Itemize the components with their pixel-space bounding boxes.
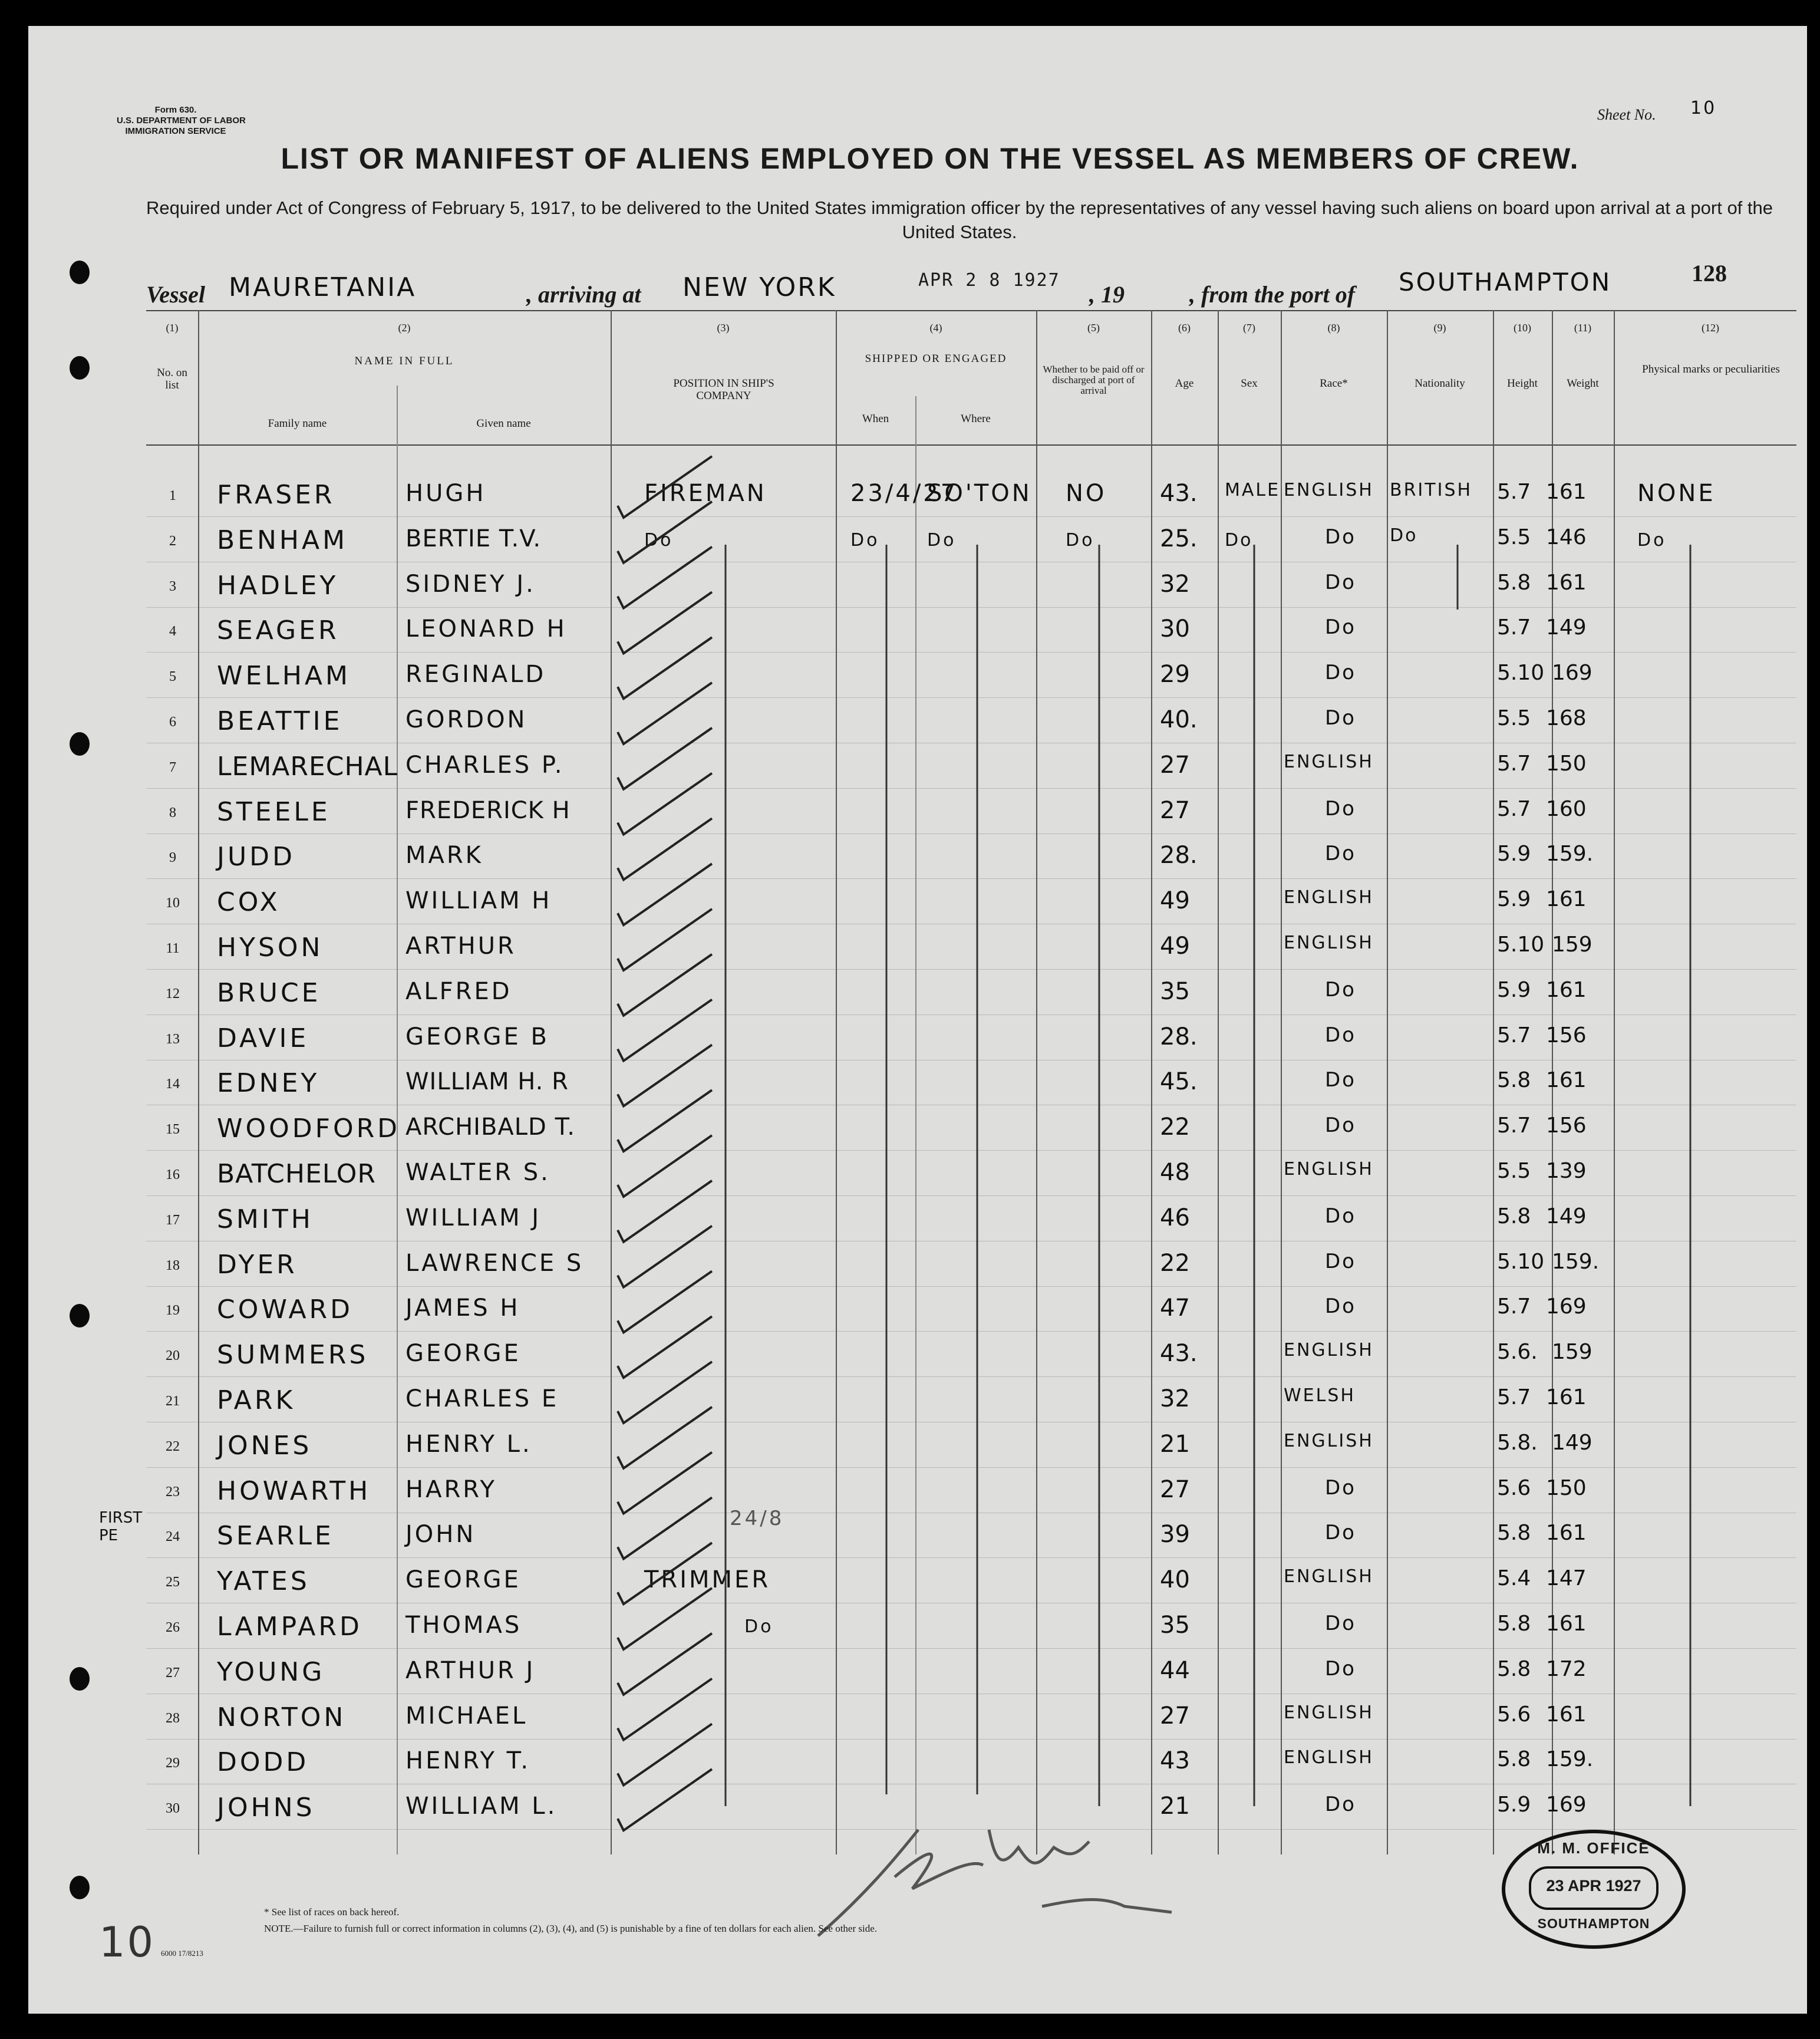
row-weight: 159 [1552,933,1592,957]
row-number: 5 [169,669,176,685]
row-family: SEAGER [217,615,339,646]
row-weight: 149 [1552,1430,1592,1455]
row-height: 5.8 [1497,1656,1531,1681]
row-number: 27 [166,1665,180,1681]
row-family: SUMMERS [217,1340,369,1371]
row-nationality: BRITISH [1390,480,1473,500]
inspector-signature [794,1806,1207,1959]
row-given: HUGH [405,480,486,507]
row-family: HOWARTH [217,1475,371,1506]
col-num-3: (3) [717,322,730,334]
row-given: JOHN [405,1521,476,1549]
row-weight: 161 [1546,887,1587,912]
row-age: 43. [1160,1340,1198,1368]
col-header-where: Where [961,413,991,425]
row-when: Do [850,529,880,551]
year-label: , 19 [1089,281,1125,308]
row-number: 14 [166,1076,180,1092]
row-weight: 150 [1546,1475,1587,1500]
row-given: LAWRENCE S [405,1249,584,1277]
manifest-sheet [28,26,1807,2014]
row-family: DAVIE [217,1023,309,1053]
row-weight: 168 [1546,706,1587,730]
from-port-label: , from the port of [1189,281,1356,308]
note-label: NOTE. [264,1923,294,1934]
row-given: ARTHUR J [405,1656,536,1684]
page-number: 128 [1692,260,1727,286]
col-num-10: (10) [1514,322,1531,334]
row-height: 5.8. [1497,1430,1538,1455]
row-family: HYSON [217,933,324,963]
row-given: HARRY [405,1475,497,1503]
col-header-height: Height [1507,377,1538,390]
row-weight: 169 [1552,661,1592,686]
row-given: GEORGE [405,1340,521,1368]
row-race: ENGLISH [1284,887,1374,908]
row-sex: Do [1225,529,1253,551]
row-weight: 161 [1546,1702,1587,1727]
row-race: Do [1325,1204,1356,1228]
row-number: 6 [169,714,176,730]
row-weight: 156 [1546,1114,1587,1138]
row-age: 35 [1160,977,1190,1005]
row-age: 44 [1160,1656,1190,1684]
row-height: 5.8 [1497,1068,1531,1093]
row-age: 46 [1160,1204,1190,1231]
row-race: ENGLISH [1284,1159,1374,1180]
row-height: 5.10 [1497,1249,1545,1274]
row-age: 47 [1160,1294,1190,1322]
vessel-name: MAURETANIA [229,272,417,302]
row-height: 5.7 [1497,1023,1531,1048]
row-race: ENGLISH [1284,1340,1374,1361]
row-weight: 149 [1546,1204,1587,1228]
row-age: 49 [1160,887,1190,915]
row-given: WILLIAM H. R [405,1068,569,1096]
row-number: 16 [166,1167,180,1182]
form-number: Form 630. [154,105,197,115]
row-age: 39 [1160,1521,1190,1549]
row-weight: 150 [1546,751,1587,776]
row-age: 22 [1160,1249,1190,1277]
row-race: Do [1325,1023,1356,1047]
row-given: ARTHUR [405,933,516,960]
row-age: 29 [1160,661,1190,689]
row-race: Do [1325,615,1356,640]
row-family: LAMPARD [217,1612,362,1642]
row-age: 21 [1160,1430,1190,1458]
row-when: 24/8 [730,1507,784,1531]
row-family: BEATTIE [217,706,343,736]
row-race: Do [1325,661,1356,685]
row-family: BRUCE [217,977,321,1008]
sheet-label: Sheet No. [1597,106,1656,123]
note-text: —Failure to furnish full or correct information in columns (2), (3), (4), and (5) is punishable by a fine of ten dollars for each alien. See other side. [293,1923,878,1934]
row-race: Do [1325,1656,1356,1681]
row-given: WILLIAM J [405,1204,542,1231]
row-weight: 147 [1546,1566,1587,1591]
row-number: 22 [166,1438,180,1454]
col-header-when: When [862,413,889,425]
row-where: SO'TON [927,480,1032,507]
row-height: 5.6 [1497,1475,1531,1500]
row-weight: 160 [1546,796,1587,821]
row-number: 2 [169,533,176,549]
row-number: 10 [166,895,180,911]
row-height: 5.7 [1497,615,1531,640]
row-number: 25 [166,1574,180,1590]
row-nationality: Do [1390,525,1418,546]
row-given: SIDNEY J. [405,570,536,598]
row-race: Do [1325,1612,1356,1635]
row-weight: 139 [1546,1159,1587,1183]
row-position: Do [744,1616,774,1637]
row-age: 40 [1160,1566,1190,1594]
row-race: Do [1325,570,1356,594]
row-family: FRASER [217,480,335,510]
row-given: HENRY T. [405,1747,531,1775]
row-number: 17 [166,1212,180,1228]
row-given: CHARLES E [405,1385,559,1412]
document-title: LIST OR MANIFEST OF ALIENS EMPLOYED ON THE VESSEL AS MEMBERS OF CREW. [281,142,1580,175]
row-race: ENGLISH [1284,751,1374,772]
row-family: STEELE [217,796,331,827]
row-race: Do [1325,1793,1356,1817]
row-height: 5.6 [1497,1702,1531,1727]
row-given: HENRY L. [405,1430,532,1458]
row-race: ENGLISH [1284,480,1374,500]
row-age: 25. [1160,525,1198,552]
row-family: COX [217,887,281,918]
row-number: 20 [166,1348,180,1364]
vessel-label: Vessel [146,281,205,308]
margin-note: FIRST PE [99,1509,143,1545]
col-header-paid: Whether to be paid off or discharged at port of arrival [1043,364,1145,396]
row-given: FREDERICK H [405,796,571,824]
row-age: 27 [1160,1475,1190,1503]
row-position: TRIMMER [644,1566,771,1594]
row-race: Do [1325,1068,1356,1092]
col-header-sex: Sex [1241,377,1258,390]
row-weight: 161 [1546,977,1587,1002]
row-family: PARK [217,1385,296,1415]
row-given: BERTIE T.V. [405,525,542,552]
row-where: Do [927,529,957,551]
row-given: REGINALD [405,661,546,689]
row-number: 1 [169,488,176,503]
row-family: DODD [217,1747,309,1778]
row-given: GEORGE B [405,1023,549,1050]
row-given: MICHAEL [405,1702,528,1730]
row-age: 27 [1160,1702,1190,1730]
row-paid: Do [1066,529,1095,551]
row-age: 43. [1160,480,1198,507]
row-height: 5.7 [1497,1114,1531,1138]
row-height: 5.6. [1497,1340,1538,1365]
row-given: WILLIAM H [405,887,552,915]
row-age: 45. [1160,1068,1198,1096]
row-height: 5.9 [1497,977,1531,1002]
row-height: 5.10 [1497,661,1545,686]
row-given: JAMES H [405,1294,520,1322]
row-family: YATES [217,1566,310,1597]
col-header-marks: Physical marks or peculiarities [1642,363,1780,375]
row-family: SMITH [217,1204,314,1234]
row-number: 30 [166,1801,180,1817]
row-height: 5.7 [1497,796,1531,821]
arrival-port: NEW YORK [682,272,836,302]
row-weight: 159. [1552,1249,1600,1274]
row-height: 5.8 [1497,1204,1531,1228]
col-num-7: (7) [1243,322,1255,334]
row-height: 5.4 [1497,1566,1531,1591]
row-race: Do [1325,1294,1356,1319]
row-given: WALTER S. [405,1159,550,1186]
row-given: ARCHIBALD T. [405,1114,575,1141]
mm-office-stamp [1502,1830,1686,1949]
row-height: 5.8 [1497,1612,1531,1636]
row-age: 28. [1160,1023,1198,1050]
row-height: 5.10 [1497,933,1545,957]
col-header-no: No. on list [157,367,187,391]
row-when: 23/4/27 [850,480,958,507]
row-given: LEONARD H [405,615,567,643]
row-race: Do [1325,706,1356,730]
row-height: 5.8 [1497,1521,1531,1546]
row-given: GEORGE [405,1566,521,1594]
row-number: 19 [166,1303,180,1319]
row-weight: 161 [1546,1385,1587,1409]
row-family: WOODFORD [217,1114,401,1144]
row-family: COWARD [217,1294,354,1325]
row-family: BENHAM [217,525,348,555]
row-age: 35 [1160,1612,1190,1639]
page-mark: 10 [99,1918,156,1966]
row-race: ENGLISH [1284,1702,1374,1723]
row-number: 26 [166,1620,180,1635]
row-age: 27 [1160,751,1190,779]
requirement-text: Required under Act of Congress of February 5, 1917, to be delivered to the United States immigration officer by the representatives of any vessel having such aliens on board upon arrival at a port of the United States. [146,197,1773,242]
row-family: JONES [217,1430,312,1461]
col-num-12: (12) [1702,322,1719,334]
row-height: 5.7 [1497,751,1531,776]
row-age: 32 [1160,570,1190,598]
stamp-bottom: SOUTHAMPTON [1537,1916,1650,1931]
row-height: 5.7 [1497,1385,1531,1409]
row-race: Do [1325,1521,1356,1545]
row-weight: 169 [1546,1793,1587,1817]
row-number: 4 [169,624,176,640]
departure-port: SOUTHAMPTON [1399,268,1612,297]
row-race: ENGLISH [1284,1430,1374,1451]
row-family: JUDD [217,842,295,872]
row-age: 28. [1160,842,1198,869]
row-marks: NONE [1637,480,1716,507]
row-weight: 149 [1546,615,1587,640]
row-height: 5.9 [1497,1793,1531,1817]
col-num-8: (8) [1327,322,1340,334]
row-number: 3 [169,578,176,594]
row-position: Do [644,529,674,551]
sheet-number: 10 [1690,98,1717,118]
row-number: 15 [166,1122,180,1138]
row-weight: 156 [1546,1023,1587,1048]
row-race: ENGLISH [1284,1747,1374,1768]
row-age: 30 [1160,615,1190,643]
row-family: YOUNG [217,1656,325,1687]
row-number: 21 [166,1394,180,1409]
row-age: 27 [1160,796,1190,824]
row-height: 5.8 [1497,570,1531,595]
row-weight: 161 [1546,480,1587,504]
row-height: 5.7 [1497,480,1531,504]
col-header-shipped: SHIPPED OR ENGAGED [865,353,1007,365]
penalty-note [264,1923,877,1935]
row-given: MARK [405,842,483,869]
col-header-family: Family name [268,417,327,430]
row-age: 32 [1160,1385,1190,1412]
row-race: Do [1325,796,1356,821]
arrival-date-stamp: APR 2 8 1927 [918,270,1060,291]
row-sex: MALE [1225,480,1281,500]
row-race: Do [1325,842,1356,866]
row-family: LEMARECHAL [217,751,398,782]
row-race: ENGLISH [1284,933,1374,953]
col-num-1: (1) [166,322,179,334]
row-race: WELSH [1284,1385,1356,1406]
row-weight: 161 [1546,1068,1587,1093]
row-age: 40. [1160,706,1198,733]
row-weight: 146 [1546,525,1587,549]
row-position: FIREMAN [644,480,767,507]
row-family: HADLEY [217,570,339,601]
stamp-top: M. M. OFFICE [1537,1839,1650,1857]
col-num-11: (11) [1574,322,1592,334]
col-header-age: Age [1175,377,1194,390]
row-height: 5.7 [1497,1294,1531,1319]
row-family: WELHAM [217,661,351,691]
ditto-strokes [28,26,1807,2014]
row-weight: 159 [1552,1340,1592,1365]
stamp-date: 23 APR 1927 [1546,1877,1641,1895]
row-race: Do [1325,1249,1356,1273]
row-number: 28 [166,1710,180,1726]
col-num-2: (2) [398,322,411,334]
row-number: 7 [169,759,176,775]
row-given: GORDON [405,706,527,733]
row-number: 9 [169,850,176,866]
row-age: 22 [1160,1114,1190,1141]
row-family: EDNEY [217,1068,320,1099]
row-height: 5.9 [1497,842,1531,867]
check-tick [618,456,712,518]
col-num-5: (5) [1087,322,1100,334]
row-weight: 169 [1546,1294,1587,1319]
row-weight: 161 [1546,1612,1587,1636]
footnote: * See list of races on back hereof. [264,1906,400,1918]
row-given: ALFRED [405,977,512,1005]
row-given: CHARLES P. [405,751,565,779]
row-weight: 161 [1546,570,1587,595]
row-height: 5.5 [1497,1159,1531,1183]
row-height: 5.5 [1497,706,1531,730]
row-number: 12 [166,986,180,1002]
row-family: NORTON [217,1702,347,1732]
row-race: Do [1325,1475,1356,1500]
service: IMMIGRATION SERVICE [125,126,226,136]
col-header-given: Given name [476,417,531,430]
department: U.S. DEPARTMENT OF LABOR [117,116,246,126]
row-given: THOMAS [405,1612,522,1639]
row-family: JOHNS [217,1793,315,1823]
row-number: 11 [166,941,180,956]
col-num-4: (4) [929,322,942,334]
col-header-race: Race* [1320,377,1348,390]
row-marks: Do [1637,529,1667,551]
row-age: 49 [1160,933,1190,960]
row-given: WILLIAM L. [405,1793,558,1820]
row-race: Do [1325,1114,1356,1138]
row-weight: 159. [1546,842,1594,867]
col-header-nationality: Nationality [1415,377,1465,390]
row-family: DYER [217,1249,298,1280]
col-header-weight: Weight [1567,377,1599,390]
row-height: 5.9 [1497,887,1531,912]
print-code: 6000 17/8213 [161,1949,203,1958]
row-age: 48 [1160,1159,1190,1186]
col-header-name: NAME IN FULL [354,355,454,367]
arriving-label: , arriving at [526,281,641,308]
row-number: 29 [166,1755,180,1771]
row-number: 23 [166,1484,180,1500]
row-family: SEARLE [217,1521,334,1552]
row-race: Do [1325,977,1356,1002]
row-weight: 172 [1546,1656,1587,1681]
row-age: 43 [1160,1747,1190,1775]
row-age: 21 [1160,1793,1190,1820]
row-number: 8 [169,805,176,821]
row-number: 18 [166,1257,180,1273]
row-height: 5.5 [1497,525,1531,549]
row-number: 13 [166,1031,180,1047]
row-height: 5.8 [1497,1747,1531,1772]
row-number: 24 [166,1529,180,1545]
col-header-position: POSITION IN SHIP'S COMPANY [673,377,774,402]
row-race: ENGLISH [1284,1566,1374,1587]
row-race: Do [1325,525,1356,549]
col-num-9: (9) [1433,322,1446,334]
row-family: BATCHELOR [217,1159,376,1189]
row-weight: 161 [1546,1521,1587,1546]
row-weight: 159. [1546,1747,1594,1772]
col-num-6: (6) [1178,322,1191,334]
row-paid: NO [1066,480,1107,507]
